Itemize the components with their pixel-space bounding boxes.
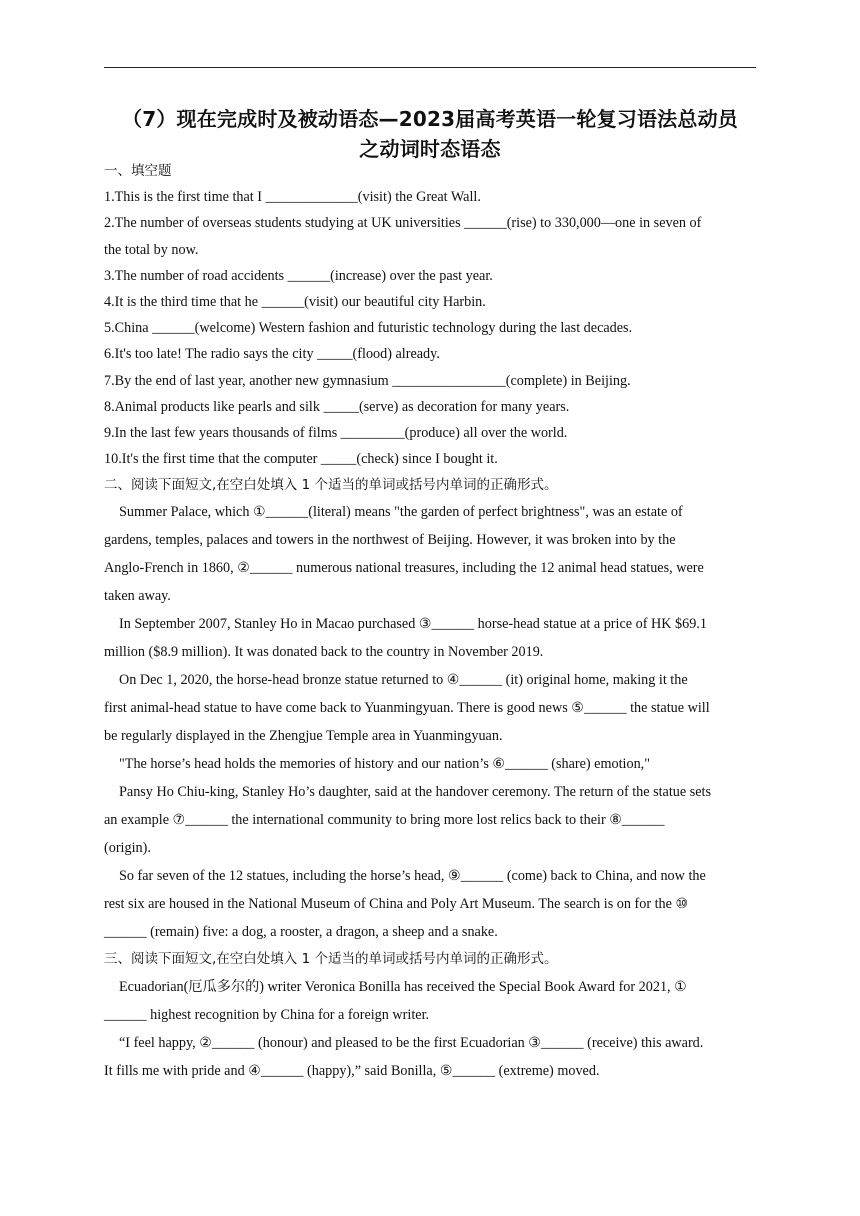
paragraph-line: (origin). xyxy=(104,840,151,857)
paragraph-line: be regularly displayed in the Zhengjue Temple area in Yuanmingyuan. xyxy=(104,728,503,745)
title-line-1: （7）现在完成时及被动语态—2023届高考英语一轮复习语法总动员 xyxy=(122,107,738,131)
paragraph-line: ______ highest recognition by China for a foreign writer. xyxy=(104,1006,430,1023)
paragraph-line: So far seven of the 12 statues, including the horse’s head, ⑨______ (come) back to China, and now the xyxy=(119,868,706,885)
section-heading-passage-1: 二、阅读下面短文,在空白处填入 1 个适当的单词或括号内单词的正确形式。 xyxy=(104,477,558,494)
paragraph-line: rest six are housed in the National Museum of China and Poly Art Museum. The search is on for the ⑩ xyxy=(104,896,689,913)
section-heading-passage-2: 三、阅读下面短文,在空白处填入 1 个适当的单词或括号内单词的正确形式。 xyxy=(104,951,558,968)
paragraph-line: "The horse’s head holds the memories of history and our nation’s ⑥______ (share) emotion," xyxy=(119,756,651,773)
paragraph-line: Summer Palace, which ①______(literal) means "the garden of perfect brightness", was an estate of xyxy=(119,504,683,521)
passage-paragraph xyxy=(104,973,764,1029)
question-line: 3.The number of road accidents ______(increase) over the past year. xyxy=(104,267,493,284)
question-line: 8.Animal products like pearls and silk _____(serve) as decoration for many years. xyxy=(104,398,570,415)
page-title xyxy=(104,104,756,164)
paragraph-line: million ($8.9 million). It was donated back to the country in November 2019. xyxy=(104,644,544,661)
question-line: 1.This is the first time that I _____________(visit) the Great Wall. xyxy=(104,189,481,206)
question-line: 4.It is the third time that he ______(visit) our beautiful city Harbin. xyxy=(104,293,486,310)
question-line: 6.It's too late! The radio says the city _____(flood) already. xyxy=(104,346,440,363)
question-line: 7.By the end of last year, another new gymnasium ________________(complete) in Beijing. xyxy=(104,372,631,389)
paragraph-line: an example ⑦______ the international community to bring more lost relics back to their ⑧______ xyxy=(104,812,665,829)
title-line-2: 之动词时态语态 xyxy=(359,137,501,161)
paragraph-line: In September 2007, Stanley Ho in Macao purchased ③______ horse-head statue at a price of HK $69.1 xyxy=(119,616,707,633)
paragraph-line: gardens, temples, palaces and towers in the northwest of Beijing. However, it was broken into by the xyxy=(104,532,676,549)
paragraph-line: first animal-head statue to have come back to Yuanmingyuan. There is good news ⑤______ the statue will xyxy=(104,700,710,717)
question-line: 5.China ______(welcome) Western fashion and futuristic technology during the last decades. xyxy=(104,320,633,337)
section-heading-fill-blanks: 一、填空题 xyxy=(104,163,172,179)
passage-paragraph xyxy=(104,862,764,946)
paragraph-line: Pansy Ho Chiu-king, Stanley Ho’s daughter, said at the handover ceremony. The return of the statue sets xyxy=(119,784,712,801)
question-line: 10.It's the first time that the computer _____(check) since I bought it. xyxy=(104,451,498,468)
passage-paragraph xyxy=(104,1029,764,1085)
passage-paragraph xyxy=(104,498,764,610)
question-line: 9.In the last few years thousands of films _________(produce) all over the world. xyxy=(104,424,568,441)
passage-paragraph xyxy=(104,610,764,666)
paragraph-line: Anglo-French in 1860, ②______ numerous national treasures, including the 12 animal head statues, were xyxy=(104,560,704,577)
paragraph-line: “I feel happy, ②______ (honour) and pleased to be the first Ecuadorian ③______ (receive) this award. xyxy=(119,1034,704,1051)
paragraph-line: It fills me with pride and ④______ (happy),” said Bonilla, ⑤______ (extreme) moved. xyxy=(104,1062,600,1079)
passage-paragraph xyxy=(104,750,764,778)
document-body xyxy=(104,158,764,1085)
paragraph-line: On Dec 1, 2020, the horse-head bronze statue returned to ④______ (it) original home, making it the xyxy=(119,672,688,689)
question-line: the total by now. xyxy=(104,241,199,258)
question-line: 2.The number of overseas students studying at UK universities ______(rise) to 330,000—one in seven of xyxy=(104,215,702,232)
passage-paragraph xyxy=(104,778,764,862)
passage-paragraph xyxy=(104,666,764,750)
header-rule xyxy=(104,67,756,68)
paragraph-line: ______ (remain) five: a dog, a rooster, a dragon, a sheep and a snake. xyxy=(104,924,498,941)
paragraph-line: Ecuadorian(厄瓜多尔的) writer Veronica Bonilla has received the Special Book Award for 2021, ① xyxy=(119,978,687,995)
paragraph-line: taken away. xyxy=(104,588,171,605)
